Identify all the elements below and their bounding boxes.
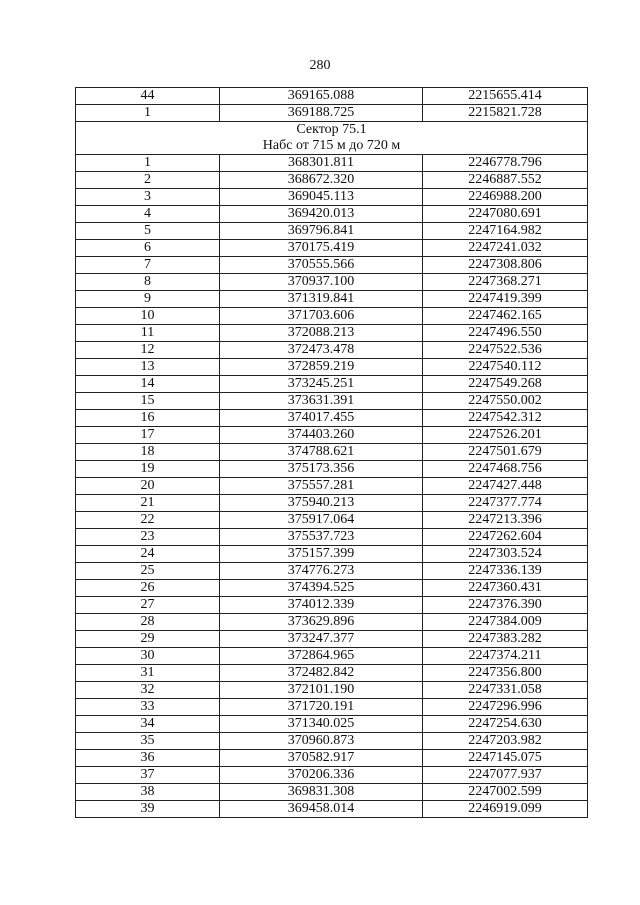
point-number-cell: 23 [76,529,220,546]
y-coordinate-cell: 2247549.268 [423,376,588,393]
point-number-cell: 44 [76,88,220,105]
table-row [76,444,588,461]
section-subtitle: Набс от 715 м до 720 м [262,138,401,153]
table-row [76,88,588,105]
point-number-cell: 21 [76,495,220,512]
y-coordinate-cell: 2247262.604 [423,529,588,546]
table-row [76,274,588,291]
point-number-cell: 5 [76,223,220,240]
table-row [76,308,588,325]
point-number-cell: 30 [76,648,220,665]
y-coordinate-cell: 2247360.431 [423,580,588,597]
point-number-cell: 29 [76,631,220,648]
table-row [76,376,588,393]
table-row [76,359,588,376]
table-row [76,325,588,342]
table-row [76,189,588,206]
point-number-cell: 3 [76,189,220,206]
table-row [76,733,588,750]
point-number-cell: 33 [76,699,220,716]
section-title: Сектор 75.1 [296,122,367,137]
y-coordinate-cell: 2247308.806 [423,257,588,274]
x-coordinate-cell: 370175.419 [220,240,423,257]
point-number-cell: 10 [76,308,220,325]
y-coordinate-cell: 2246988.200 [423,189,588,206]
y-coordinate-cell: 2247377.774 [423,495,588,512]
x-coordinate-cell: 373247.377 [220,631,423,648]
point-number-cell: 18 [76,444,220,461]
x-coordinate-cell: 372088.213 [220,325,423,342]
x-coordinate-cell: 373629.896 [220,614,423,631]
point-number-cell: 4 [76,206,220,223]
point-number-cell: 9 [76,291,220,308]
x-coordinate-cell: 369045.113 [220,189,423,206]
y-coordinate-cell: 2247164.982 [423,223,588,240]
y-coordinate-cell: 2247419.399 [423,291,588,308]
x-coordinate-cell: 374012.339 [220,597,423,614]
point-number-cell: 27 [76,597,220,614]
point-number-cell: 2 [76,172,220,189]
point-number-cell: 16 [76,410,220,427]
y-coordinate-cell: 2247496.550 [423,325,588,342]
page-number: 280 [309,58,331,73]
table-row [76,597,588,614]
x-coordinate-cell: 371703.606 [220,308,423,325]
x-coordinate-cell: 372482.842 [220,665,423,682]
y-coordinate-cell: 2247522.536 [423,342,588,359]
y-coordinate-cell: 2247468.756 [423,461,588,478]
y-coordinate-cell: 2215821.728 [423,105,588,122]
y-coordinate-cell: 2247080.691 [423,206,588,223]
x-coordinate-cell: 368672.320 [220,172,423,189]
x-coordinate-cell: 370555.566 [220,257,423,274]
table-row [76,291,588,308]
point-number-cell: 17 [76,427,220,444]
point-number-cell: 22 [76,512,220,529]
x-coordinate-cell: 369458.014 [220,801,423,818]
table-row [76,750,588,767]
point-number-cell: 20 [76,478,220,495]
point-number-cell: 24 [76,546,220,563]
point-number-cell: 19 [76,461,220,478]
x-coordinate-cell: 373631.391 [220,393,423,410]
point-number-cell: 28 [76,614,220,631]
x-coordinate-cell: 374776.273 [220,563,423,580]
x-coordinate-cell: 372473.478 [220,342,423,359]
y-coordinate-cell: 2247550.002 [423,393,588,410]
x-coordinate-cell: 375537.723 [220,529,423,546]
x-coordinate-cell: 370960.873 [220,733,423,750]
y-coordinate-cell: 2247540.112 [423,359,588,376]
table-row [76,105,588,122]
x-coordinate-cell: 370206.336 [220,767,423,784]
y-coordinate-cell: 2247526.201 [423,427,588,444]
y-coordinate-cell: 2246778.796 [423,155,588,172]
x-coordinate-cell: 369420.013 [220,206,423,223]
x-coordinate-cell: 375173.356 [220,461,423,478]
y-coordinate-cell: 2247336.139 [423,563,588,580]
x-coordinate-cell: 372859.219 [220,359,423,376]
table-row [76,427,588,444]
point-number-cell: 36 [76,750,220,767]
x-coordinate-cell: 369831.308 [220,784,423,801]
table-row [76,614,588,631]
y-coordinate-cell: 2247296.996 [423,699,588,716]
point-number-cell: 31 [76,665,220,682]
point-number-cell: 34 [76,716,220,733]
y-coordinate-cell: 2247002.599 [423,784,588,801]
x-coordinate-cell: 370937.100 [220,274,423,291]
table-row [76,699,588,716]
x-coordinate-cell: 371340.025 [220,716,423,733]
point-number-cell: 15 [76,393,220,410]
point-number-cell: 35 [76,733,220,750]
y-coordinate-cell: 2247254.630 [423,716,588,733]
x-coordinate-cell: 374017.455 [220,410,423,427]
x-coordinate-cell: 369165.088 [220,88,423,105]
table-row [76,784,588,801]
y-coordinate-cell: 2247374.211 [423,648,588,665]
point-number-cell: 7 [76,257,220,274]
table-row [76,410,588,427]
point-number-cell: 13 [76,359,220,376]
y-coordinate-cell: 2246919.099 [423,801,588,818]
table-row [76,631,588,648]
point-number-cell: 6 [76,240,220,257]
y-coordinate-cell: 2247213.396 [423,512,588,529]
table-row [76,206,588,223]
x-coordinate-cell: 375940.213 [220,495,423,512]
y-coordinate-cell: 2247356.800 [423,665,588,682]
y-coordinate-cell: 2247383.282 [423,631,588,648]
x-coordinate-cell: 375917.064 [220,512,423,529]
table-row [76,257,588,274]
x-coordinate-cell: 374403.260 [220,427,423,444]
y-coordinate-cell: 2215655.414 [423,88,588,105]
table-row [76,665,588,682]
x-coordinate-cell: 371319.841 [220,291,423,308]
table-row [76,495,588,512]
y-coordinate-cell: 2247501.679 [423,444,588,461]
point-number-cell: 25 [76,563,220,580]
x-coordinate-cell: 374788.621 [220,444,423,461]
table-row [76,342,588,359]
point-number-cell: 8 [76,274,220,291]
y-coordinate-cell: 2247368.271 [423,274,588,291]
point-number-cell: 39 [76,801,220,818]
y-coordinate-cell: 2247303.524 [423,546,588,563]
coordinates-table [75,87,588,818]
table-row [76,223,588,240]
point-number-cell: 37 [76,767,220,784]
y-coordinate-cell: 2247462.165 [423,308,588,325]
table-row [76,716,588,733]
x-coordinate-cell: 373245.251 [220,376,423,393]
point-number-cell: 26 [76,580,220,597]
table-row [76,546,588,563]
section-header-cell [76,122,588,155]
x-coordinate-cell: 371720.191 [220,699,423,716]
table-row [76,529,588,546]
point-number-cell: 14 [76,376,220,393]
y-coordinate-cell: 2247203.982 [423,733,588,750]
table-row [76,801,588,818]
x-coordinate-cell: 368301.811 [220,155,423,172]
table-row [76,172,588,189]
y-coordinate-cell: 2247384.009 [423,614,588,631]
coordinates-table-body [76,88,588,818]
point-number-cell: 12 [76,342,220,359]
x-coordinate-cell: 375557.281 [220,478,423,495]
x-coordinate-cell: 372101.190 [220,682,423,699]
y-coordinate-cell: 2247542.312 [423,410,588,427]
table-row [76,393,588,410]
y-coordinate-cell: 2247376.390 [423,597,588,614]
table-row [76,767,588,784]
table-row [76,563,588,580]
table-row [76,155,588,172]
x-coordinate-cell: 374394.525 [220,580,423,597]
table-row [76,580,588,597]
x-coordinate-cell: 369188.725 [220,105,423,122]
y-coordinate-cell: 2247331.058 [423,682,588,699]
point-number-cell: 1 [76,105,220,122]
table-row [76,461,588,478]
table-row [76,512,588,529]
y-coordinate-cell: 2247077.937 [423,767,588,784]
section-header-row [76,122,588,155]
x-coordinate-cell: 375157.399 [220,546,423,563]
table-row [76,682,588,699]
point-number-cell: 38 [76,784,220,801]
point-number-cell: 32 [76,682,220,699]
table-row [76,240,588,257]
y-coordinate-cell: 2247241.032 [423,240,588,257]
point-number-cell: 1 [76,155,220,172]
x-coordinate-cell: 370582.917 [220,750,423,767]
y-coordinate-cell: 2246887.552 [423,172,588,189]
y-coordinate-cell: 2247145.075 [423,750,588,767]
point-number-cell: 11 [76,325,220,342]
table-row [76,648,588,665]
x-coordinate-cell: 369796.841 [220,223,423,240]
x-coordinate-cell: 372864.965 [220,648,423,665]
y-coordinate-cell: 2247427.448 [423,478,588,495]
table-row [76,478,588,495]
